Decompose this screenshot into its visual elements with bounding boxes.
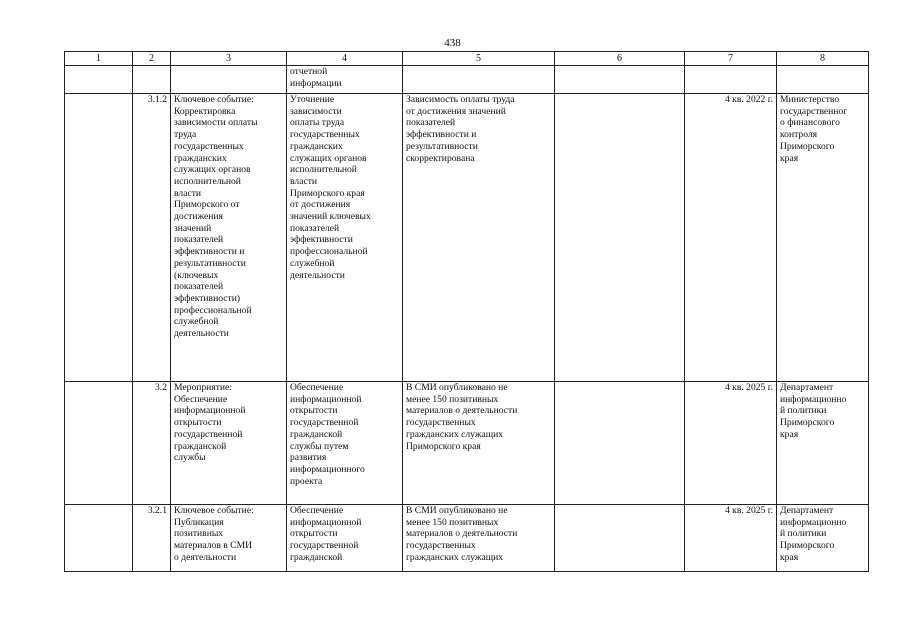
cell-description: Обеспечение информационной открытости государственной гражданской службы путем развития информационного проекта (287, 382, 403, 505)
cell-deadline: 4 кв. 2022 г. (685, 94, 777, 382)
cell-col1 (65, 66, 133, 94)
column-header: 5 (403, 52, 555, 66)
cell-item-number: 3.2 (133, 382, 171, 505)
cell-event: Ключевое событие: Публикация позитивных материалов в СМИ о деятельности (171, 505, 287, 572)
cell-col6 (555, 94, 685, 382)
column-header: 4 (287, 52, 403, 66)
cell-description: отчетной информации (287, 66, 403, 94)
cell-result: Зависимость оплаты труда от достижения значений показателей эффективности и результативности скорректирована (403, 94, 555, 382)
cell-responsible: Департамент информационно й политики Приморского края (777, 382, 869, 505)
cell-result: В СМИ опубликовано не менее 150 позитивных материалов о деятельности государственных гражданских служащих (403, 505, 555, 572)
cell-responsible (777, 66, 869, 94)
cell-description: Обеспечение информационной открытости государственной гражданской (287, 505, 403, 572)
cell-event: Мероприятие: Обеспечение информационной открытости государственной гражданской службы (171, 382, 287, 505)
table-row (65, 382, 869, 505)
cell-responsible: Министерство государственног о финансового контроля Приморского края (777, 94, 869, 382)
cell-deadline (685, 66, 777, 94)
cell-col6 (555, 505, 685, 572)
cell-col6 (555, 382, 685, 505)
page-number: 438 (444, 37, 461, 49)
column-header: 1 (65, 52, 133, 66)
plan-table (64, 51, 869, 572)
cell-result (403, 66, 555, 94)
table-row (65, 66, 869, 94)
column-header: 7 (685, 52, 777, 66)
table-row (65, 94, 869, 382)
cell-result: В СМИ опубликовано не менее 150 позитивных материалов о деятельности государственных гражданских служащих Приморского края (403, 382, 555, 505)
cell-col1 (65, 382, 133, 505)
cell-responsible: Департамент информационно й политики Приморского края (777, 505, 869, 572)
cell-item-number: 3.1.2 (133, 94, 171, 382)
table-header-row (65, 52, 869, 66)
cell-col1 (65, 94, 133, 382)
cell-description: Уточнение зависимости оплаты труда государственных гражданских служащих органов исполнительной власти Приморского края от достижения значений ключевых показателей эффективности профессиональной служебной деятельности (287, 94, 403, 382)
cell-event: Ключевое событие: Корректировка зависимости оплаты труда государственных гражданских служащих органов исполнительной власти Приморского от достижения значений показателей эффективности и результативности (ключевых показателей эффективности) профессиональной служебной деятельности (171, 94, 287, 382)
cell-item-number: 3.2.1 (133, 505, 171, 572)
column-header: 3 (171, 52, 287, 66)
cell-event (171, 66, 287, 94)
cell-col1 (65, 505, 133, 572)
column-header: 8 (777, 52, 869, 66)
table-row (65, 505, 869, 572)
cell-item-number (133, 66, 171, 94)
column-header: 6 (555, 52, 685, 66)
cell-deadline: 4 кв. 2025 г. (685, 382, 777, 505)
column-header: 2 (133, 52, 171, 66)
cell-col6 (555, 66, 685, 94)
cell-deadline: 4 кв. 2025 г. (685, 505, 777, 572)
